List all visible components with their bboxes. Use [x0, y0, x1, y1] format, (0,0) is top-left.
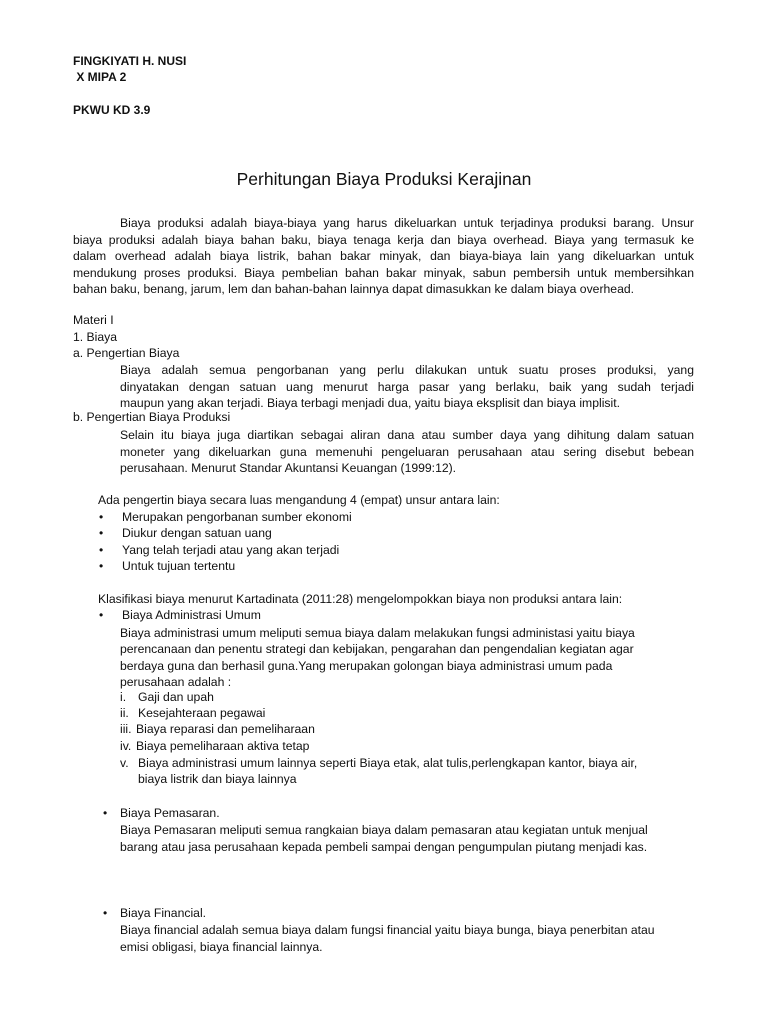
student-class: X MIPA 2 [73, 70, 127, 84]
document-title: Perhitungan Biaya Produksi Kerajinan [236, 169, 532, 189]
body-line: Biaya administrasi umum meliputi semua biaya dalam melakukan fungsi administasi yaitu biaya [120, 626, 635, 640]
body-line: Biaya Pemasaran meliputi semua rangkaian biaya dalam pemasaran atau kegiatan untuk menjual [120, 823, 648, 837]
list-item: Yang telah terjadi atau yang akan terjadi [122, 543, 340, 557]
bullet-icon: • [99, 543, 104, 557]
bullet-icon: • [99, 608, 104, 622]
pemasaran-body [120, 822, 648, 855]
bullet-icon: • [103, 906, 108, 920]
bullet-icon: • [99, 559, 104, 573]
list-item: Untuk tujuan tertentu [122, 559, 236, 573]
pemasaran-heading: Biaya Pemasaran. [120, 806, 220, 820]
intro-paragraph [73, 215, 694, 298]
list-item: Merupakan pengorbanan sumber ekonomi [122, 510, 352, 524]
body-line: barang atau jasa perusahaan kepada pembeli sampai dengan pengumpulan piutang menjadi kas. [120, 839, 648, 854]
intro-line: dalam overhead adalah biaya listrik, bahan bakar minyak, dan biaya-biaya lain yang dikeluarkan untuk [73, 249, 694, 264]
list-item: Biaya administrasi umum lainnya seperti Biaya etak, alat tulis,perlengkapan kantor, biaya air, [138, 756, 638, 770]
body-line: moneter yang dikeluarkan guna memenuhi pengeluaran perusahaan atau sering disebut bebean [120, 444, 694, 459]
list-item: Diukur dengan satuan uang [122, 526, 272, 540]
bullet-icon: • [99, 526, 104, 540]
body-line: perencanaan dan penentu strategi dan kebijakan, pengarahan dan pengendalian kegiatan agar [120, 642, 634, 657]
subsection-a-heading: a. Pengertian Biaya [73, 346, 180, 360]
list-item: Kesejahteraan pegawai [138, 706, 266, 720]
materi-heading: Materi I [73, 313, 114, 327]
body-line: Biaya financial adalah semua biaya dalam fungsi financial yaitu biaya bunga, biaya penerbitan atau [120, 923, 655, 937]
body-line: Selain itu biaya juga diartikan sebagai aliran dana atau sumber daya yang dihitung dalam satuan [120, 428, 694, 442]
list-item-continuation: biaya listrik dan biaya lainnya [138, 772, 297, 786]
body-line: berdaya guna dan berhasil guna.Yang merupakan golongan biaya administrasi umum pada [120, 658, 613, 673]
subsection-b-body [120, 427, 694, 477]
financial-heading: Biaya Financial. [120, 906, 207, 920]
klasifikasi-intro: Klasifikasi biaya menurut Kartadinata (2011:28) mengelompokkan biaya non produksi antara lain: [98, 592, 623, 606]
roman-numeral: iv. [120, 739, 132, 753]
roman-numeral: iii. [120, 722, 132, 736]
intro-line: biaya produksi adalah biaya bahan baku, biaya tenaga kerja dan biaya overhead. Biaya yang termasuk ke [73, 232, 694, 247]
bullet-icon: • [99, 510, 104, 524]
body-line: emisi obligasi, biaya financial lainnya. [120, 939, 323, 954]
financial-body [120, 922, 655, 955]
subject-code: PKWU KD 3.9 [73, 103, 151, 117]
body-line: perusahaan adalah : [120, 675, 232, 690]
roman-numeral: i. [120, 690, 127, 704]
student-name: FINGKIYATI H. NUSI [73, 54, 187, 68]
body-line: maupun yang akan terjadi. Biaya terbagi menjadi dua, yaitu biaya eksplisit dan biaya implisit. [120, 396, 620, 411]
body-line: dinyatakan dengan satuan uang menurut harga pasar yang berlaku, baik yang sudah terjadi [120, 379, 694, 394]
intro-line: Biaya produksi adalah biaya-biaya yang harus dikeluarkan untuk terjadinya produksi barang. Unsur [120, 216, 694, 230]
bullet-icon: • [103, 806, 108, 820]
subsection-b-heading: b. Pengertian Biaya Produksi [73, 410, 231, 424]
administrasi-body [120, 625, 635, 691]
unsur-intro: Ada pengertin biaya secara luas mengandung 4 (empat) unsur antara lain: [98, 493, 500, 507]
intro-line: bahan baku, benang, jarum, lem dan bahan-bahan lainnya dapat dimasukkan ke dalam biaya overhead. [73, 282, 635, 297]
section-heading: 1. Biaya [73, 330, 118, 344]
roman-numeral: v. [120, 756, 129, 770]
intro-line: mendukung proses produksi. Biaya pembelian bahan bakar minyak, sabun pembersih untuk membersihkan [73, 265, 694, 280]
roman-numeral: ii. [120, 706, 129, 720]
list-item: Biaya reparasi dan pemeliharaan [136, 722, 315, 736]
list-item: Gaji dan upah [138, 690, 214, 704]
body-line: Biaya adalah semua pengorbanan yang perlu dilakukan untuk suatu proses produksi, yang [120, 363, 694, 377]
subsection-a-body [120, 362, 694, 412]
body-line: perusahaan. Menurut Standar Akuntansi Keuangan (1999:12). [120, 461, 457, 476]
list-item: Biaya pemeliharaan aktiva tetap [136, 739, 310, 753]
administrasi-heading: Biaya Administrasi Umum [122, 608, 261, 622]
